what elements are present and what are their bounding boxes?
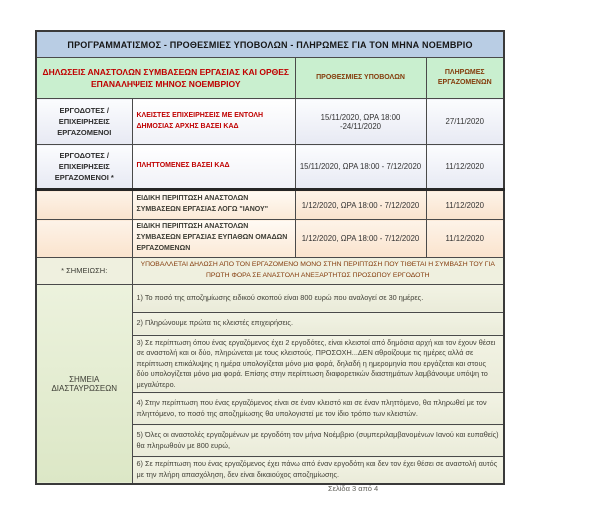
category-cell: ΚΛΕΙΣΤΕΣ ΕΠΙΧΕΙΡΗΣΕΙΣ ΜΕ ΕΝΤΟΛΗ ΔΗΜΟΣΙΑΣ ΑΡΧΗΣ ΒΑΣΕΙ ΚΑΔ — [132, 99, 295, 145]
category-cell: ΕΙΔΙΚΗ ΠΕΡΙΠΤΩΣΗ ΑΝΑΣΤΟΛΩΝ ΣΥΜΒΑΣΕΩΝ ΕΡΓΑΣΙΑΣ ΛΟΓΩ "ΙΑΝΟΥ" — [132, 190, 295, 220]
payment-cell: 11/12/2020 — [426, 190, 504, 220]
crosscheck-item-3: 3) Σε περίπτωση όπου ένας εργαζόμενος έχει 2 εργοδότες, είναι κλειστοί από δημόσια αρχή και τον έχουν θέσει σε αναστολή και οι δύο, πληρώνεται με τους κλειστούς. ΠΡΟΣΟΧΗ...ΔΕΝ αθροίζουμε τις ημέρες αλλά σε περίπτωση επικάλυψης η ημέρα υπολογίζεται μόνο μια φορά, δηλαδή η ημερομηνία που εργάζεται και στους δύο υπολογίζεται μόνο μια φορά. Επίσης στην περίπτωση διαφορετικών διαστημάτων λαμβάνουμε υπόψη το μεγαλύτερο. — [132, 335, 504, 393]
deadline-cell: 15/11/2020, ΩΡΑ 18:00 - 7/12/2020 — [295, 145, 426, 190]
crosscheck-item-5: 5) Όλες οι αναστολές εργαζομένων με εργοδότη τον μήνα Νοέμβριο (συμπεριλαμβανομένων Ιανού και ευπαθείς) θα πληρωθούν με 800 ευρώ, — [132, 425, 504, 457]
page-number: Σελίδα 3 από 4 — [328, 484, 379, 493]
payment-cell: 11/12/2020 — [426, 220, 504, 258]
payment-cell: 27/11/2020 — [426, 99, 504, 145]
employer-cell: ΕΡΓΟΔΟΤΕΣ / ΕΠΙΧΕΙΡΗΣΕΙΣ ΕΡΓΑΖΟΜΕΝΟΙ — [36, 99, 132, 145]
column-header-payments: ΠΛΗΡΩΜΕΣ ΕΡΓΑΖΟΜΕΝΩΝ — [426, 58, 504, 99]
crosschecks-label: ΣΗΜΕΙΑ ΔΙΑΣΤΑΥΡΩΣΕΩΝ — [36, 284, 132, 484]
category-cell: ΕΙΔΙΚΗ ΠΕΡΙΠΤΩΣΗ ΑΝΑΣΤΟΛΩΝ ΣΥΜΒΑΣΕΩΝ ΕΡΓΑΣΙΑΣ ΕΥΠΑΘΩΝ ΟΜΑΔΩΝ ΕΡΓΑΖΟΜΕΝΩΝ — [132, 220, 295, 258]
employer-cell-empty — [36, 190, 132, 220]
schedule-table — [35, 30, 505, 485]
deadline-cell: 15/11/2020, ΩΡΑ 18:00 -24/11/2020 — [295, 99, 426, 145]
table-row — [36, 145, 504, 190]
note-label: * ΣΗΜΕΙΩΣΗ: — [36, 257, 132, 284]
note-text: ΥΠΟΒΑΛΛΕΤΑΙ ΔΗΛΩΣΗ ΑΠΟ ΤΟΝ ΕΡΓΑΖΟΜΕΝΟ ΜΟΝΟ ΣΤΗΝ ΠΕΡΙΠΤΩΣΗ ΠΟΥ ΤΙΘΕΤΑΙ Η ΣΥΜΒΑΣΗ ΤΟΥ ΓΙΑ ΠΡΩΤΗ ΦΟΡΑ ΣΕ ΑΝΑΣΤΟΛΗ ΑΝΕΞΑΡΤΗΤΩΣ ΠΡΟΣΩΠΟΥ ΕΡΓΟΔΟΤΗ — [132, 257, 504, 284]
table-row — [36, 99, 504, 145]
category-cell: ΠΛΗΤΤΟΜΕΝΕΣ ΒΑΣΕΙ ΚΑΔ — [132, 145, 295, 190]
page-title: ΠΡΟΓΡΑΜΜΑΤΙΣΜΟΣ - ΠΡΟΘΕΣΜΙΕΣ ΥΠΟΒΟΛΩΝ - ΠΛΗΡΩΜΕΣ ΓΙΑ ΤΟΝ ΜΗΝΑ ΝΟΕΜΒΡΙΟ — [36, 31, 504, 58]
column-header-deadlines: ΠΡΟΘΕΣΜΙΕΣ ΥΠΟΒΟΛΩΝ — [295, 58, 426, 99]
header-row — [36, 58, 504, 99]
deadline-cell: 1/12/2020, ΩΡΑ 18:00 - 7/12/2020 — [295, 190, 426, 220]
crosscheck-item-2: 2) Πληρώνουμε πρώτα τις κλειστές επιχειρήσεις. — [132, 312, 504, 335]
deadline-cell: 1/12/2020, ΩΡΑ 18:00 - 7/12/2020 — [295, 220, 426, 258]
title-row — [36, 31, 504, 58]
column-header-declarations: ΔΗΛΩΣΕΙΣ ΑΝΑΣΤΟΛΩΝ ΣΥΜΒΑΣΕΩΝ ΕΡΓΑΣΙΑΣ ΚΑΙ ΟΡΘΕΣ ΕΠΑΝΑΛΗΨΕΙΣ ΜΗΝΟΣ ΝΟΕΜΒΡΙΟΥ — [36, 58, 295, 99]
table-row — [36, 190, 504, 220]
payment-cell: 11/12/2020 — [426, 145, 504, 190]
employer-cell-empty — [36, 220, 132, 258]
employer-cell: ΕΡΓΟΔΟΤΕΣ / ΕΠΙΧΕΙΡΗΣΕΙΣ ΕΡΓΑΖΟΜΕΝΟΙ * — [36, 145, 132, 190]
note-row — [36, 257, 504, 284]
crosscheck-row — [36, 284, 504, 312]
crosscheck-item-4: 4) Στην περίπτωση που ένας εργαζόμενος είναι σε έναν κλειστό και σε έναν πληττόμενο, θα πληρωθεί με τον πληττόμενο, το ποσό της αποζημίωσης θα υπολογιστεί με τον ίδιο τρόπο των κλειστών. — [132, 393, 504, 425]
crosscheck-item-6: 6) Σε περίπτωση που ένας εργαζόμενος έχει πάνω από έναν εργοδότη και δεν τον έχει θέσει σε αναστολή αυτός με την πλήρη απασχόληση, δεν είναι δικαιούχος αποζημίωσης. — [132, 457, 504, 484]
crosscheck-item-1: 1) Το ποσό της αποζημίωσης ειδικού σκοπού είναι 800 ευρώ που αναλογεί σε 30 ημέρες. — [132, 284, 504, 312]
table-row — [36, 220, 504, 258]
